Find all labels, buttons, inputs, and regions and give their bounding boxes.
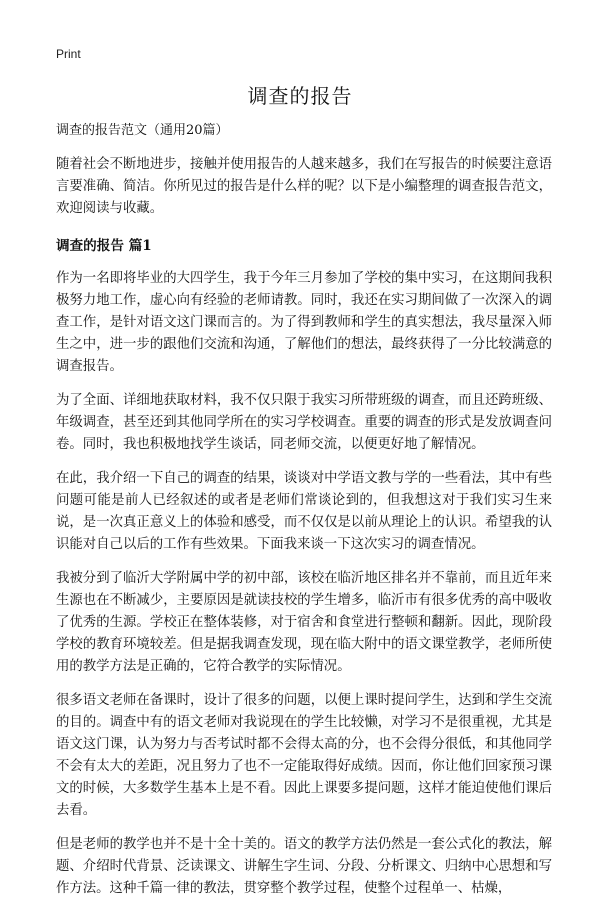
section-heading: 调查的报告 篇1 <box>56 238 152 254</box>
body-paragraph-4: 我被分到了临沂大学附属中学的初中部，该校在临沂地区排名并不靠前，而且近年来生源也在不断减少，主要原因是就读技校的学生增多，临沂市有很多优秀的高中吸收了优秀的生源。学校正在整体装修，对于宿舍和食堂进行整顿和翻新。因此，现阶段学校的教育环境较差。但是据我调查发现，现在临大附中的语文课堂教学，老师所使用的教学方法是正确的，它符合教学的实际情况。 <box>56 571 552 674</box>
body-paragraph-2: 为了全面、详细地获取材料，我不仅只限于我实习所带班级的调查，而且还跨班级、年级调查，甚至还到其他同学所在的实习学校调查。重要的调查的形式是发放调查问卷。同时，我也积极地找学生谈话，同老师交流，以便更好地了解情况。 <box>56 393 552 452</box>
page-title: 调查的报告 <box>247 84 353 108</box>
body-paragraph-1: 作为一名即将毕业的大四学生，我于今年三月参加了学校的集中实习，在这期间我积极努力地工作，虚心向有经验的老师请教。同时，我还在实习期间做了一次深入的调查工作，是针对语文这门课而言的。为了得到教师和学生的真实想法，我尽量深入师生之中，进一步的跟他们交流和沟通，了解他们的想法，最终获得了一分比较满意的调查报告。 <box>56 271 552 374</box>
document-content <box>56 122 552 912</box>
body-paragraph-6: 但是老师的教学也并不是十全十美的。语文的教学方法仍然是一套公式化的教法，解题、介绍时代背景、泛读课文、讲解生字生词、分段、分析课文、归纳中心思想和写作方法。这种千篇一律的教法，贯穿整个教学过程，使整个过程单一、枯燥， <box>56 837 552 896</box>
body-paragraph-3: 在此，我介绍一下自己的调查的结果，谈谈对中学语文教与学的一些看法，其中有些问题可能是前人已经叙述的或者是老师们常谈论到的，但我想这对于我们实习生来说，是一次真正意义上的体验和感受，而不仅仅是以前从理论上的认识。希望我的认识能对自己以后的工作有些效果。下面我来谈一下这次实习的调查情况。 <box>56 471 552 552</box>
document-subtitle: 调查的报告范文（通用20篇） <box>56 123 229 138</box>
body-paragraph-5: 很多语文老师在备课时，设计了很多的问题，以便上课时提问学生，达到和学生交流的目的。调查中有的语文老师对我说现在的学生比较懒，对学习不是很重视，尤其是语文这门课，认为努力与否考试时都不会得太高的分，也不会得分很低，和其他同学不会有太大的差距，况且努力了也不一定能取得好成绩。因而，你让他们回家预习课文的时候，大多数学生基本上是不看。因此上课要多提问题，这样才能迫使他们课后去看。 <box>56 693 552 818</box>
print-link[interactable]: Print <box>56 47 81 61</box>
intro-paragraph: 随着社会不断地进步，接触并使用报告的人越来越多，我们在写报告的时候要注意语言要准确、简洁。你所见过的报告是什么样的呢？以下是小编整理的调查报告范文，欢迎阅读与收藏。 <box>56 157 552 216</box>
